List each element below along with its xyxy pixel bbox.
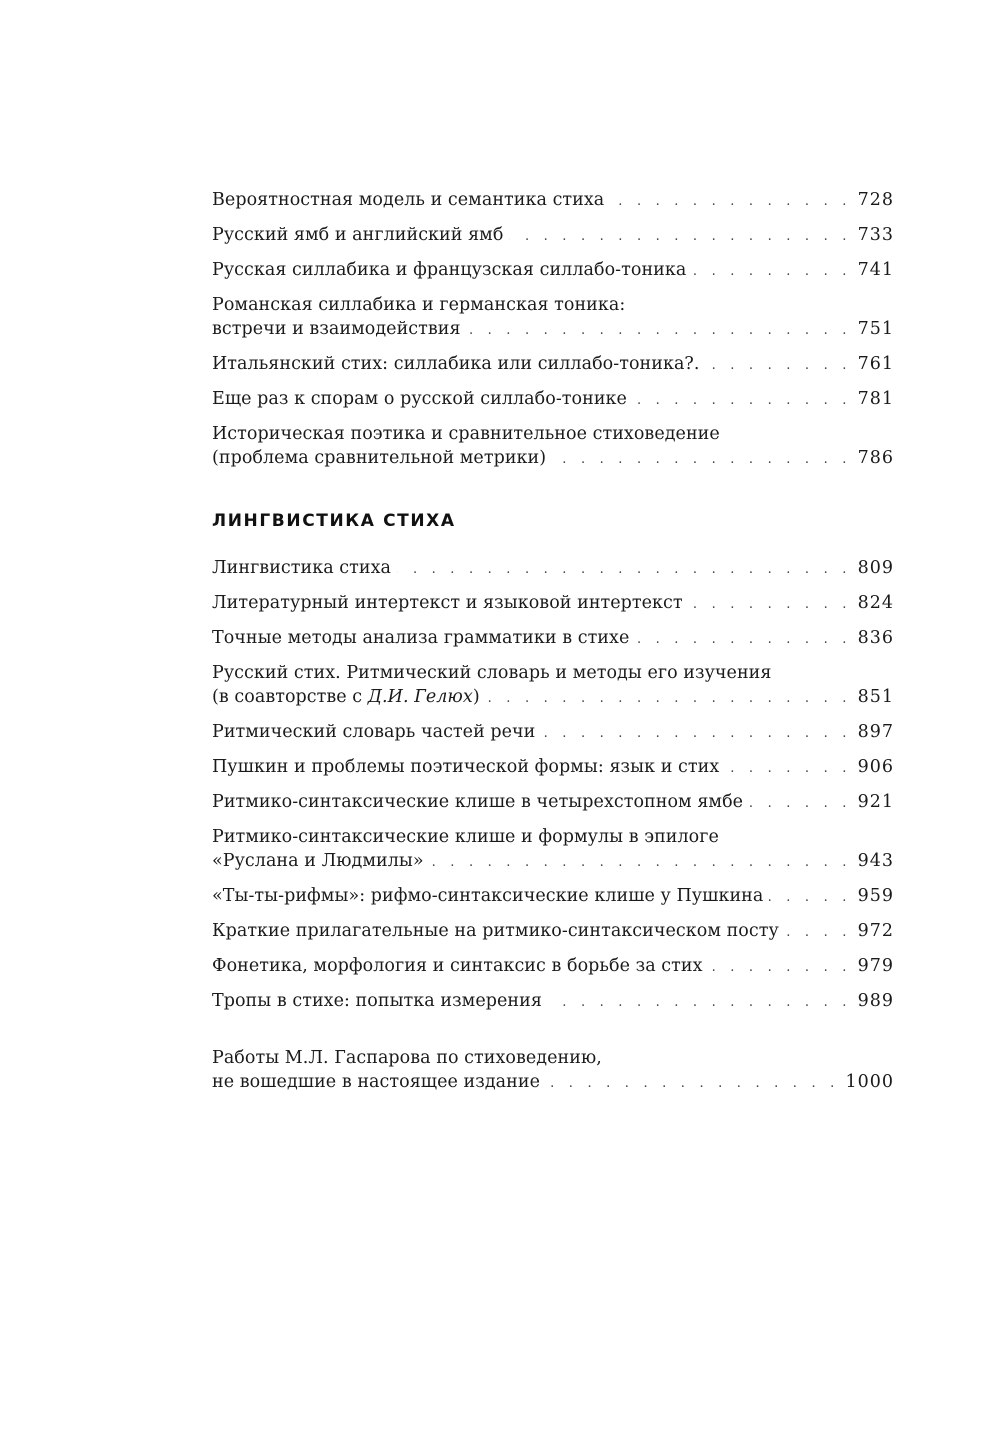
toc-entry[interactable] (212, 1046, 894, 1096)
page-number: 989 (857, 991, 894, 1011)
entry-title: Краткие прилагательные на ритмико-синтаксическом посту (212, 921, 779, 941)
page-number: 851 (857, 687, 894, 707)
dot-leader (467, 319, 852, 343)
page-number: 906 (857, 757, 894, 777)
entry-title: Итальянский стих: силлабика или силлабо-тоника?. (212, 354, 700, 374)
entry-title: Литературный интертекст и языковой интертекст (212, 593, 683, 613)
entry-title-line1: Русский стих. Ритмический словарь и методы его изучения (212, 663, 772, 683)
toc-entry[interactable] (212, 387, 894, 413)
dot-leader (546, 1072, 839, 1096)
dot-leader (692, 260, 851, 284)
page-number: 809 (857, 558, 894, 578)
dot-leader (769, 886, 851, 910)
dot-leader (610, 190, 851, 214)
toc-entry[interactable] (212, 626, 894, 652)
dot-leader (635, 628, 851, 652)
entry-title: встречи и взаимодействия (212, 319, 461, 339)
entry-title: Ритмический словарь частей речи (212, 722, 536, 742)
entry-title-line1: Историческая поэтика и сравнительное стиховедение (212, 424, 720, 444)
toc-entry[interactable] (212, 556, 894, 582)
dot-leader (705, 354, 851, 378)
dot-leader (397, 558, 852, 582)
dot-leader (541, 722, 851, 746)
toc-section-1 (212, 188, 894, 472)
page-number: 979 (857, 956, 894, 976)
entry-title: «Ты-ты-рифмы»: рифмо-синтаксические клише у Пушкина (212, 886, 764, 906)
page-number: 824 (857, 593, 894, 613)
toc-entry[interactable] (212, 954, 894, 980)
page-number: 943 (857, 851, 894, 871)
toc-entry[interactable] (212, 989, 894, 1015)
toc-entry[interactable] (212, 591, 894, 617)
entry-title: «Руслана и Людмилы» (212, 851, 424, 871)
dot-leader (430, 851, 852, 875)
table-of-contents-page (212, 188, 894, 1105)
entry-title: Пушкин и проблемы поэтической формы: язык и стих (212, 757, 720, 777)
entry-title-line1: Ритмико-синтаксические клише и формулы в эпилоге (212, 827, 719, 847)
page-number: 733 (857, 225, 894, 245)
entry-title: Русский ямб и английский ямб (212, 225, 504, 245)
toc-entry[interactable] (212, 293, 894, 343)
coauthor-name: Д.И. Гелюх (367, 687, 473, 707)
toc-entry[interactable] (212, 919, 894, 945)
toc-entry[interactable] (212, 422, 894, 472)
toc-entry[interactable] (212, 223, 894, 249)
dot-leader (552, 448, 851, 472)
entry-title: Точные методы анализа грамматики в стихе (212, 628, 630, 648)
dot-leader (725, 757, 851, 781)
entry-title: Лингвистика стиха (212, 558, 391, 578)
toc-entry[interactable] (212, 720, 894, 746)
entry-title (212, 685, 480, 709)
entry-title: Ритмико-синтаксические клише в четырехстопном ямбе (212, 792, 744, 812)
dot-leader (749, 792, 852, 816)
dot-leader (509, 225, 851, 249)
entry-title-suffix: ) (472, 687, 480, 707)
toc-entry[interactable] (212, 825, 894, 875)
toc-entry[interactable] (212, 258, 894, 284)
dot-leader (486, 687, 852, 711)
toc-entry[interactable] (212, 884, 894, 910)
toc-entry[interactable] (212, 188, 894, 214)
dot-leader (633, 389, 852, 413)
toc-entry[interactable] (212, 352, 894, 378)
page-number: 836 (857, 628, 894, 648)
toc-appendix (212, 1046, 894, 1096)
page-number: 897 (857, 722, 894, 742)
entry-title-line1: Работы М.Л. Гаспарова по стиховедению, (212, 1048, 602, 1068)
page-number: 921 (857, 792, 894, 812)
toc-entry[interactable] (212, 755, 894, 781)
page-number: 1000 (845, 1072, 894, 1092)
page-number: 786 (857, 448, 894, 468)
toc-section-2 (212, 556, 894, 1015)
page-number: 972 (857, 921, 894, 941)
entry-title-line1: Романская силлабика и германская тоника: (212, 295, 626, 315)
page-number: 728 (857, 190, 894, 210)
entry-title: не вошедшие в настоящее издание (212, 1072, 540, 1092)
page-number: 741 (857, 260, 894, 280)
dot-leader (548, 991, 852, 1015)
dot-leader (785, 921, 852, 945)
page-number: 751 (857, 319, 894, 339)
page-number: 959 (857, 886, 894, 906)
entry-title: (проблема сравнительной метрики) (212, 448, 547, 468)
section-heading: ЛИНГВИСТИКА СТИХА (212, 511, 456, 531)
page-number: 781 (857, 389, 894, 409)
toc-entry[interactable] (212, 790, 894, 816)
toc-entry[interactable] (212, 661, 894, 711)
dot-leader (709, 956, 852, 980)
entry-title: Еще раз к спорам о русской силлабо-тонике (212, 389, 627, 409)
entry-title: Фонетика, морфология и синтаксис в борьбе за стих (212, 956, 703, 976)
entry-title: Русская силлабика и французская силлабо-тоника (212, 260, 687, 280)
dot-leader (689, 593, 852, 617)
entry-title: Тропы в стихе: попытка измерения (212, 991, 542, 1011)
entry-title: Вероятностная модель и семантика стиха (212, 190, 605, 210)
page-number: 761 (857, 354, 894, 374)
entry-title-prefix: (в соавторстве с (212, 687, 368, 707)
